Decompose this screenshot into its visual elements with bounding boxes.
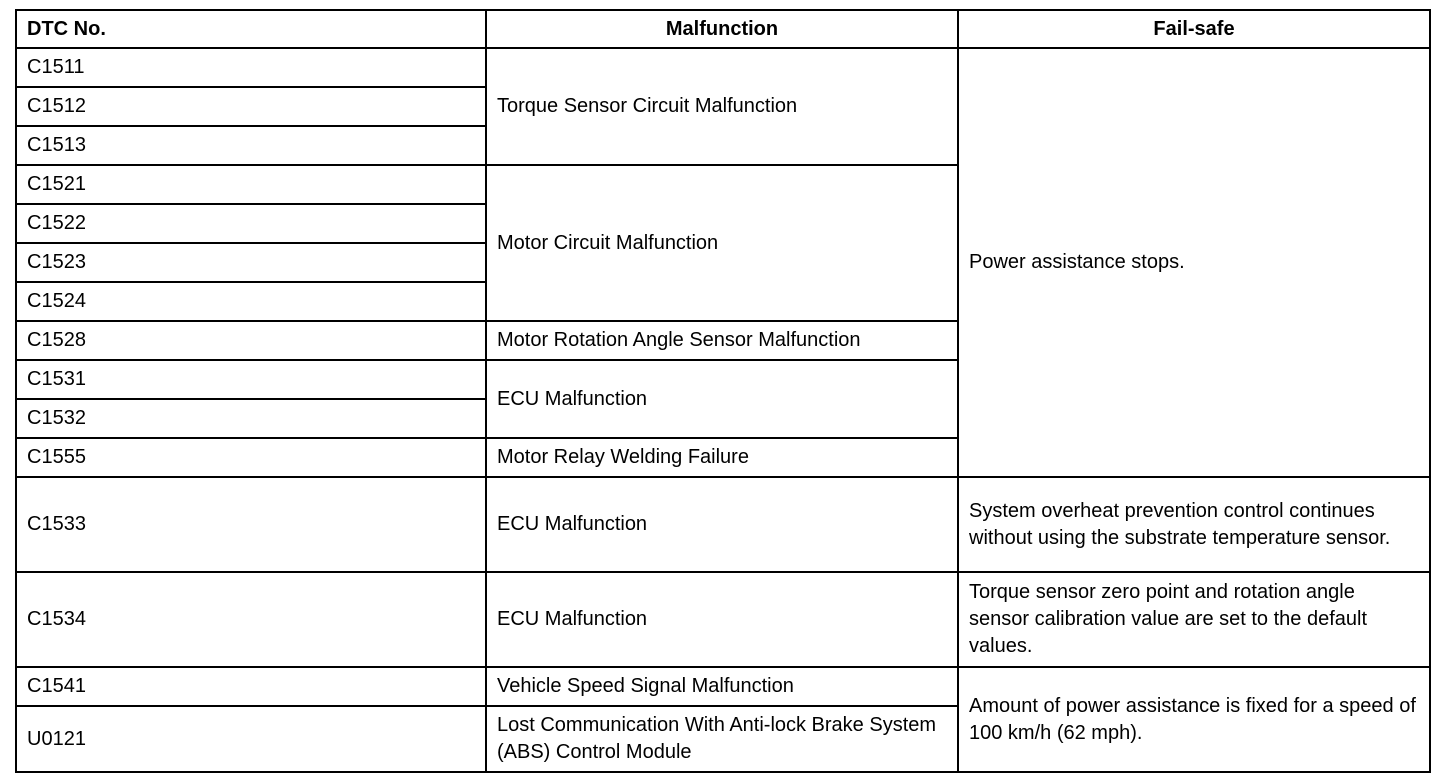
header-failsafe: Fail-safe — [958, 10, 1430, 48]
dtc-code: C1541 — [16, 667, 486, 706]
malfunction-cell: Lost Communication With Anti-lock Brake System (ABS) Control Module — [486, 706, 958, 772]
malfunction-cell: Motor Relay Welding Failure — [486, 438, 958, 477]
table-row — [16, 48, 1430, 87]
dtc-code: C1533 — [16, 477, 486, 572]
dtc-code: C1555 — [16, 438, 486, 477]
dtc-code: C1511 — [16, 48, 486, 87]
dtc-code: C1534 — [16, 572, 486, 667]
table-row — [16, 667, 1430, 706]
dtc-code: C1523 — [16, 243, 486, 282]
malfunction-cell: Vehicle Speed Signal Malfunction — [486, 667, 958, 706]
dtc-code: C1528 — [16, 321, 486, 360]
dtc-code: C1521 — [16, 165, 486, 204]
failsafe-cell: Power assistance stops. — [958, 48, 1430, 477]
header-row — [16, 10, 1430, 48]
failsafe-cell: System overheat prevention control continues without using the substrate temperature sensor. — [958, 477, 1430, 572]
malfunction-cell: Motor Rotation Angle Sensor Malfunction — [486, 321, 958, 360]
dtc-code: C1531 — [16, 360, 486, 399]
header-dtc: DTC No. — [16, 10, 486, 48]
dtc-code: C1532 — [16, 399, 486, 438]
malfunction-cell: Torque Sensor Circuit Malfunction — [486, 48, 958, 165]
malfunction-cell: ECU Malfunction — [486, 572, 958, 667]
malfunction-cell: ECU Malfunction — [486, 477, 958, 572]
dtc-code: U0121 — [16, 706, 486, 772]
dtc-code: C1512 — [16, 87, 486, 126]
malfunction-cell: ECU Malfunction — [486, 360, 958, 438]
failsafe-cell: Torque sensor zero point and rotation angle sensor calibration value are set to the default values. — [958, 572, 1430, 667]
dtc-code: C1522 — [16, 204, 486, 243]
header-malfunction: Malfunction — [486, 10, 958, 48]
malfunction-cell: Motor Circuit Malfunction — [486, 165, 958, 321]
table-row — [16, 572, 1430, 667]
dtc-code: C1513 — [16, 126, 486, 165]
dtc-table — [15, 9, 1431, 773]
table-row — [16, 477, 1430, 572]
dtc-code: C1524 — [16, 282, 486, 321]
failsafe-cell: Amount of power assistance is fixed for a speed of 100 km/h (62 mph). — [958, 667, 1430, 772]
